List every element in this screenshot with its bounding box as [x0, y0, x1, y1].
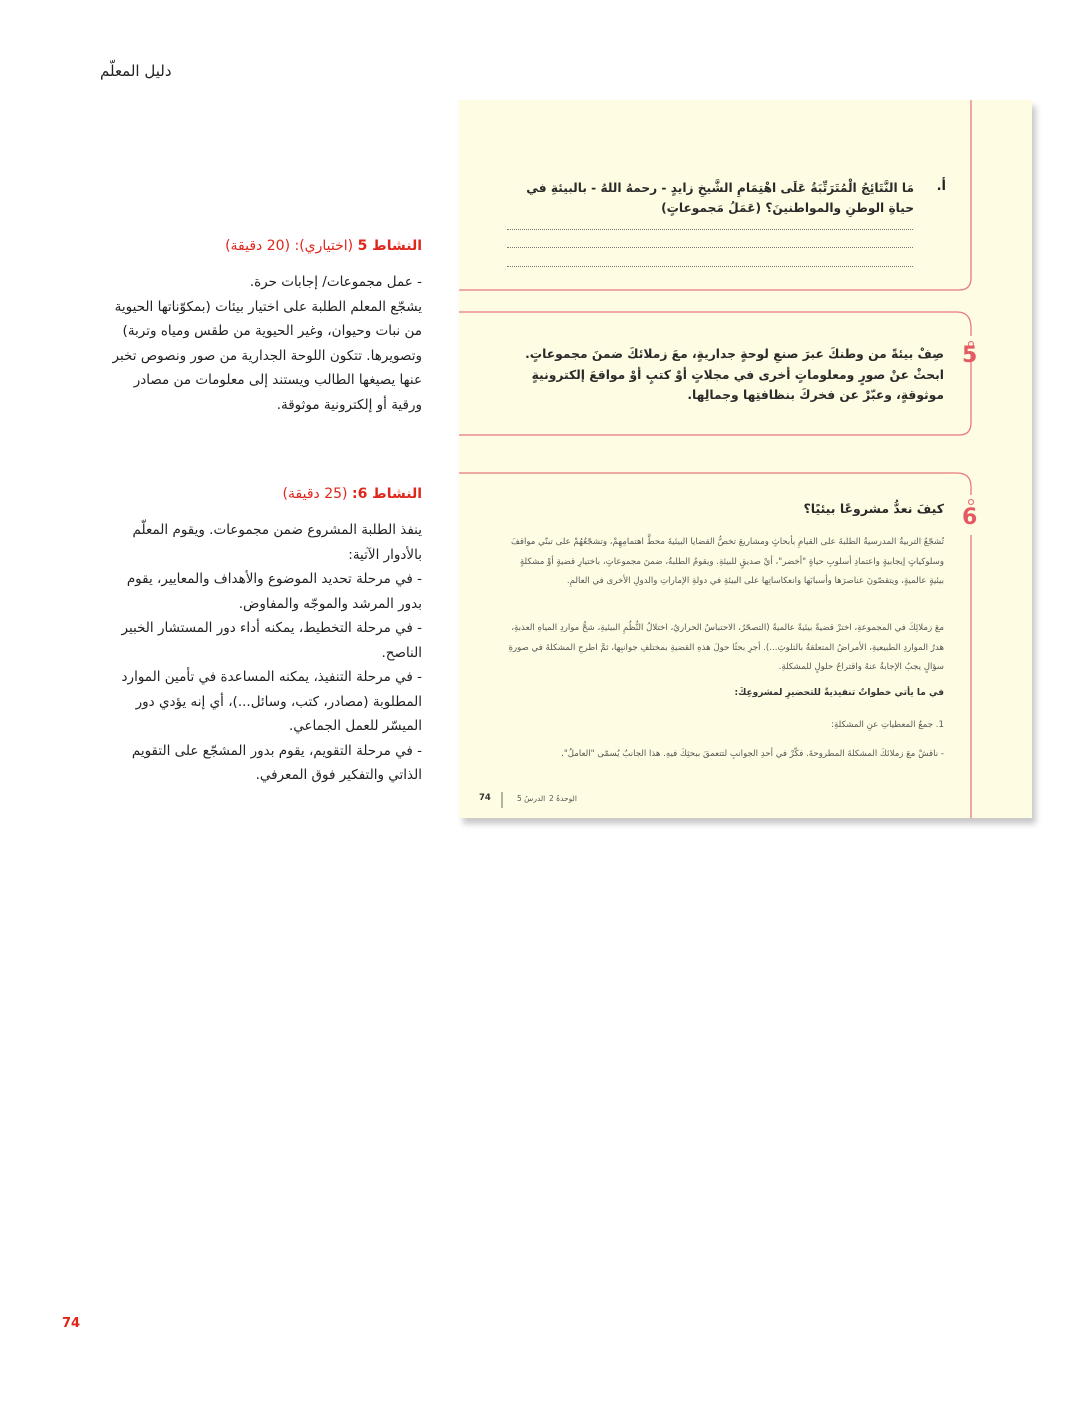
question-6-steps-title: في ما يأتي خطواتٌ تنفيذيةٌ للتحضيرِ لمشروعِكَ:	[734, 688, 944, 698]
answer-line-1	[507, 229, 913, 230]
question-5-number: 5	[962, 343, 978, 368]
activity-6-paragraph-5: - في مرحلة التقويم، يقوم بدور المشجّع على التقويم الذاتي والتفكير فوق المعرفي.	[131, 742, 422, 783]
question-6-step-1-bullet: - ناقشْ معَ زملائكَ المشكلةَ المطروحةَ. فكّرْ في أحدِ الجوانبِ لتتعمقَ ببحثِكَ فيهِ. هذا الجانبُ يُسمّى "العاملُ".	[561, 749, 944, 759]
activity-6-title-rest: (25 دقيقة)	[282, 486, 352, 502]
activity-6-title-bold: النشاط 6:	[351, 486, 422, 502]
textbook-page-scan	[459, 100, 1032, 818]
question-a-letter: أ.	[936, 179, 946, 194]
question-6-paragraph-1: تُشجّعُ التربيةُ المدرسيةُ الطلبةَ على القيامِ بأبحاثٍ ومشاريعَ تخصُّ القضايا البيئيةَ محطَّ اهتمامِهِمْ، وتشجّعُهُمْ على تبنّي مواقفَ وسلوكياتٍ إيجابيةٍ واعتمادِ أسلوبِ حياةٍ "أخضر"، أيْ صديقٍ للبيئةِ. ويقومُ الطلبةُ، ضمنَ مجموعاتٍ، باختيارِ قضيةٍ أوْ مشكلةٍ بيئيةٍ عالميةٍ، ويتقصّونَ عناصرَها وأسبابَها وانعكاساتِها على البيئةِ في دولةِ الإماراتِ والدولِ الأخرى في العالمِ.	[510, 537, 944, 586]
activity-6-title	[100, 486, 422, 502]
question-6-paragraph-2: معَ زملائِكَ في المجموعةِ، اخترْ قضيةً بيئيةً عالميةً (التصحّرُ، الاحتباسُ الحراريُ، اختلالُ النُّظُمِ البيئيةِ، شحُّ مواردِ المياهِ العذبةِ، هدرُ المواردِ الطبيعيةِ، الأمراضُ المتعلقةُ بالتلوثِ...). أجرِ بحثًا حولَ هذهِ القضيةِ بمختلفِ جوانبِها، ثمَّ اطرحِ المشكلةَ في صورةِ سؤالٍ يجبُ الإجابةُ عنهُ واقتراحُ حلولٍ للمشكلةِ.	[508, 623, 944, 672]
activity-5-title-rest: (اختياري): (20 دقيقة)	[225, 238, 358, 254]
activity-6-paragraph-1: ينفذ الطلبة المشروع ضمن مجموعات. ويقوم المعلّم بالأدوار الآتية:	[132, 522, 422, 563]
question-6-number: 6	[962, 505, 978, 530]
answer-line-3	[507, 266, 913, 267]
activity-5-paragraph-2: يشجّع المعلم الطلبة على اختيار بيئات (بمكوّناتها الحيوية من نبات وحيوان، وغير الحيوية من طقس ومياه وتربة) وتصويرها. تتكون اللوحة الجدارية من صور ونصوص تخبر عنها يصيغها الطالب ويستند إلى معلومات من مصادر ورقية أو إلكترونية موثوقة.	[112, 298, 422, 413]
frame-dot-6	[969, 500, 974, 505]
question-a-text: مَا النَّتَائِجُ الْمُتَرَتِّبَةُ عَلَى اهْتِمَامِ الشَّيخِ زايدٍ - رحمهُ اللهُ - بالبيئةِ في حياةِ الوطنِ والمواطنينَ؟ (عَمَلُ مَجموعاتٍ)	[526, 181, 914, 215]
book-lesson-label: الدرسُ 5	[517, 794, 546, 803]
activity-6-paragraph-4: - في مرحلة التنفيذ، يمكنه المساعدة في تأمين الموارد المطلوبة (مصادر، كتب، وسائل...)، أي إنه يؤدي دور الميسّر للعمل الجماعي.	[121, 669, 422, 734]
activity-6-paragraph-3: - في مرحلة التخطيط، يمكنه أداء دور المستشار الخبير الناصح.	[121, 620, 422, 661]
activity-5-title-bold: النشاط 5	[357, 238, 422, 254]
question-6-title: كيفَ نعدُّ مشروعًا بيئيًا؟	[803, 501, 944, 516]
activity-5-section	[100, 238, 422, 417]
question-5-text: صِفْ بيئةً من وطنكَ عبرَ صنعِ لوحةٍ جداريةٍ، معَ زملائكَ ضمنَ مجموعاتٍ. ابحثْ عنْ صورٍ ومعلوماتٍ أخرى في مجلاتٍ أوْ كتبٍ أوْ مواقعَ إلكترونيةٍ موثوقةٍ، وعبّرْ عن فخركَ بنظافتِها وجمالِها.	[525, 347, 944, 402]
activity-6-section	[100, 486, 422, 788]
activity-5-paragraph-1: - عمل مجموعات/ إجابات حرة.	[249, 274, 422, 290]
book-unit-label: الوحدةُ 2	[549, 794, 577, 803]
page-number: 74	[62, 1316, 81, 1331]
answer-line-2	[507, 247, 913, 248]
page-header-title: دليل المعلّم	[100, 62, 172, 80]
book-page-number: 74	[479, 793, 491, 803]
activity-5-title	[100, 238, 422, 254]
question-6-step-1: 1. جمعُ المعطياتِ عنِ المشكلةِ:	[831, 720, 944, 730]
activity-6-paragraph-2: - في مرحلة تحديد الموضوع والأهداف والمعايير، يقوم بدور المرشد والموجّه والمفاوض.	[126, 571, 422, 612]
